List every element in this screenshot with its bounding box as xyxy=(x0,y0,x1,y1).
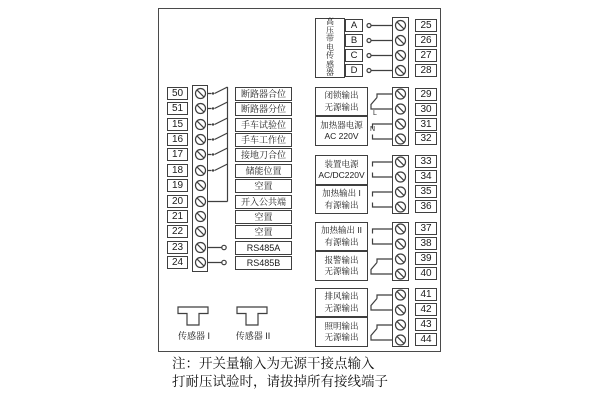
input-label-breaker-open: 断路器分位 xyxy=(235,102,292,116)
output-box-lockout xyxy=(315,87,368,116)
output-box-alarm xyxy=(315,251,368,281)
terminal-number-19: 19 xyxy=(167,179,188,192)
output-sublabel: 无源输出 xyxy=(324,302,359,313)
terminal-number-38: 38 xyxy=(415,237,437,250)
hv-phase-d: D xyxy=(345,64,363,77)
sensor2-label: 传感器 II xyxy=(235,331,271,341)
terminal-number-21: 21 xyxy=(167,210,188,223)
output-sublabel: 无源输出 xyxy=(324,332,359,342)
terminal-number-50: 50 xyxy=(167,87,188,100)
output-box-lighting xyxy=(315,317,368,347)
terminal-number-51: 51 xyxy=(167,102,188,115)
terminal-number-25: 25 xyxy=(415,19,437,32)
terminal-number-16: 16 xyxy=(167,133,188,146)
output-label: 报警输出 xyxy=(324,254,359,265)
sensor2-icon xyxy=(237,307,267,325)
hv-sensor-title: 高压带电传感器 xyxy=(326,17,334,78)
terminal-number-15: 15 xyxy=(167,118,188,131)
sensor1-icon xyxy=(178,307,208,325)
output-contact-43-44 xyxy=(371,325,392,340)
terminal-number-31: 31 xyxy=(415,118,437,131)
hv-sensor-wires xyxy=(372,26,393,71)
input-label-energy-storage: 储能位置 xyxy=(235,164,292,178)
hv-phase-b: B xyxy=(345,34,363,47)
output-contact-29-30 xyxy=(371,94,392,109)
wire-label-N: N xyxy=(370,126,376,133)
hv-phase-a: A xyxy=(345,19,363,32)
output-box-device-power xyxy=(315,155,368,185)
output-contact-41-42 xyxy=(371,295,392,310)
terminal-number-29: 29 xyxy=(415,88,437,101)
terminal-number-37: 37 xyxy=(415,222,437,235)
input-label-rs485b: RS485B xyxy=(235,256,292,270)
terminal-number-40: 40 xyxy=(415,267,437,280)
terminal-number-42: 42 xyxy=(415,303,437,316)
output-sublabel: 有源输出 xyxy=(324,236,359,247)
input-label-cart-test: 手车试验位 xyxy=(235,118,292,132)
terminal-number-34: 34 xyxy=(415,170,437,183)
input-label-spare-1: 空置 xyxy=(235,179,292,193)
input-label-spare-3: 空置 xyxy=(235,225,292,239)
output-sublabel: AC 220V xyxy=(324,131,359,141)
hv-phase-c: C xyxy=(345,49,363,62)
output-label: 闭锁输出 xyxy=(324,90,359,100)
wire-label-L: L xyxy=(373,110,377,117)
input-label-breaker-closed: 断路器合位 xyxy=(235,87,292,101)
output-label: 装置电源 xyxy=(324,158,359,169)
output-label: 加热输出 II xyxy=(320,225,363,235)
input-label-ground-switch: 接地刀合位 xyxy=(235,148,292,162)
output-label: 加热输出 I xyxy=(322,188,361,198)
terminal-number-30: 30 xyxy=(415,103,437,116)
input-label-rs485a: RS485A xyxy=(235,241,292,255)
note-line-2: 打耐压试验时，请拔掉所有接线端子 xyxy=(172,374,388,389)
output-box-heating-1 xyxy=(315,185,368,214)
output-sublabel: AC/DC220V xyxy=(318,170,365,180)
terminal-number-35: 35 xyxy=(415,185,437,198)
output-bracket-37-38 xyxy=(373,229,393,244)
output-bracket-35-36 xyxy=(373,192,393,207)
terminal-number-44: 44 xyxy=(415,333,437,346)
output-label: 照明输出 xyxy=(324,320,359,331)
output-box-heating-2 xyxy=(315,222,368,251)
input-label-spare-2: 空置 xyxy=(235,210,292,224)
wiring-overlay xyxy=(158,8,441,352)
terminal-number-17: 17 xyxy=(167,148,188,161)
terminal-number-27: 27 xyxy=(415,49,437,62)
output-sublabel: 无源输出 xyxy=(324,266,359,276)
terminal-number-24: 24 xyxy=(167,256,188,269)
output-bracket-33-34 xyxy=(373,162,393,177)
terminal-number-20: 20 xyxy=(167,195,188,208)
input-label-cart-work: 手车工作位 xyxy=(235,133,292,147)
input-label-common: 开入公共端 xyxy=(235,195,292,209)
output-contact-39-40 xyxy=(371,259,392,274)
terminal-number-28: 28 xyxy=(415,64,437,77)
terminal-number-43: 43 xyxy=(415,318,437,331)
sensor1-label: 传感器 I xyxy=(177,331,210,341)
output-sublabel: 无源输出 xyxy=(324,101,359,112)
terminal-number-39: 39 xyxy=(415,252,437,265)
input-contact-wires xyxy=(208,87,228,263)
output-label: 加热器电源 xyxy=(320,119,363,130)
note-line-1: 注：开关量输入为无源干接点输入 xyxy=(172,356,375,371)
terminal-number-23: 23 xyxy=(167,241,188,254)
terminal-number-33: 33 xyxy=(415,155,437,168)
terminal-number-18: 18 xyxy=(167,164,188,177)
output-box-exhaust xyxy=(315,288,368,317)
terminal-number-22: 22 xyxy=(167,225,188,238)
terminal-number-26: 26 xyxy=(415,34,437,47)
output-box-heater-power xyxy=(315,116,368,146)
hv-sensor-title-box xyxy=(315,18,345,78)
output-bracket-31-32 xyxy=(373,124,393,139)
terminal-number-41: 41 xyxy=(415,288,437,301)
terminal-number-36: 36 xyxy=(415,200,437,213)
output-sublabel: 有源输出 xyxy=(324,199,359,210)
terminal-number-32: 32 xyxy=(415,132,437,145)
output-label: 排风输出 xyxy=(324,291,359,301)
